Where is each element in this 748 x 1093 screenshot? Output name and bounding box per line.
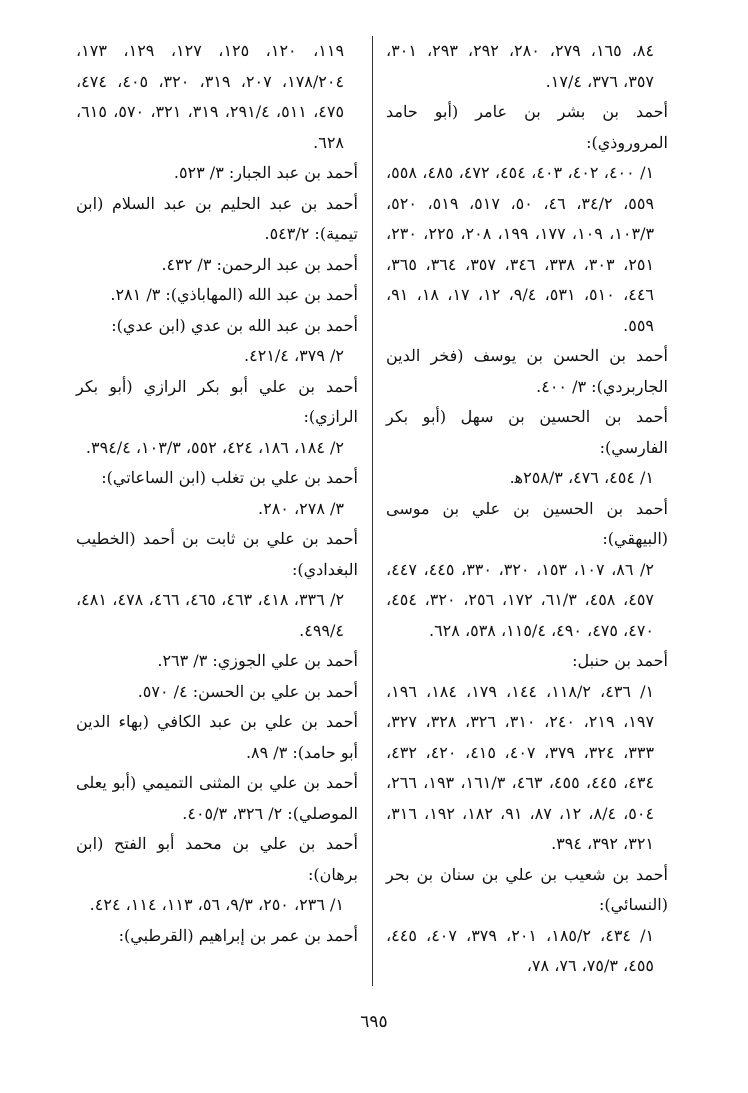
index-entry <box>386 36 668 97</box>
entry-page-refs: ١/ ٤٣٤، ١٨٥/٢، ٢٠١، ٣٧٩، ٤٠٧، ٤٤٥، ٤٥٥، ٧٥/٣، ٧٦، ٧٨، <box>386 925 655 975</box>
entry-name: أحمد بن علي بن المثنى التميمي (أبو يعلى الموصلي): ٢/ ٣٢٦، ٤٠٥/٣. <box>76 773 358 823</box>
entry-name: أحمد بن بشر بن عامر (أبو حامد المروروذي): <box>386 102 668 152</box>
column-divider <box>372 36 373 986</box>
index-entry <box>386 97 668 341</box>
index-entry <box>386 341 668 402</box>
index-entry <box>76 707 358 768</box>
entry-name: أحمد بن حنبل: <box>572 651 668 670</box>
index-entry <box>76 524 358 646</box>
index-entry <box>76 921 358 952</box>
entry-name: أحمد بن علي بن تغلب (ابن الساعاتي): <box>101 468 358 487</box>
entry-name: أحمد بن علي بن ثابت بن أحمد (الخطيب البغدادي): <box>76 529 358 579</box>
index-entry <box>386 494 668 647</box>
index-entry <box>76 829 358 921</box>
left-column <box>76 36 358 951</box>
index-entry <box>386 402 668 494</box>
index-entry <box>76 189 358 250</box>
entry-name: أحمد بن علي أبو بكر الرازي (أبو بكر الرازي): <box>76 376 358 426</box>
entry-name: أحمد بن علي الجوزي: ٣/ ٢٦٣. <box>157 651 358 670</box>
page-number: ٦٩٥ <box>360 1012 388 1032</box>
entry-name: أحمد بن عبد الله (المهاباذي): ٣/ ٢٨١. <box>110 285 358 304</box>
index-entry <box>76 158 358 189</box>
entry-name: أحمد بن علي بن الحسن: ٤/ ٥٧٠. <box>137 681 358 701</box>
entry-name: أحمد بن عبد الرحمن: ٣/ ٤٣٢. <box>161 254 358 274</box>
index-entry <box>76 311 358 372</box>
entry-page-refs: ١١٩، ١٢٠، ١٢٥، ١٢٧، ١٢٩، ١٧٣، ١٧٨/٢٠٤، ٢٠٧، ٣١٩، ٣٢٠، ٤٠٥، ٤٧٤، ٤٧٥، ٥١١، ٢٩١/٤، ٣١٩، ٣٢١، ٥٧٠، ٦١٥، ٦٢٨. <box>76 41 345 152</box>
entry-page-refs: ١/ ٢٣٦، ٢٥٠، ٩/٣، ٥٦، ١١٣، ١١٤، ٤٢٤. <box>89 895 344 914</box>
index-entry <box>76 463 358 524</box>
entry-name: أحمد بن عمر بن إبراهيم (القرطبي): <box>118 925 358 945</box>
entry-page-refs: ٨٤، ١٦٥، ٢٧٩، ٢٨٠، ٢٩٢، ٢٩٣، ٣٠١، ٣٥٧، ٣٧٦، ١٧/٤. <box>386 41 655 91</box>
entry-page-refs: ٢/ ٣٧٩، ٤٢١/٤. <box>244 346 344 365</box>
entry-page-refs: ٢/ ١٨٤، ١٨٦، ٤٢٤، ٥٥٢، ١٠٣/٣، ٣٩٤/٤. <box>85 437 344 457</box>
entry-name: أحمد بن عبد الجبار: ٣/ ٥٢٣. <box>173 163 358 182</box>
entry-name: أحمد بن الحسين بن سهل (أبو بكر الفارسي): <box>386 407 668 457</box>
right-column <box>386 36 668 982</box>
index-entry <box>76 36 358 158</box>
index-entry <box>76 372 358 464</box>
entry-name: أحمد بن علي بن عبد الكافي (بهاء الدين أبو حامد): ٣/ ٨٩. <box>76 712 358 762</box>
index-entry <box>386 646 668 860</box>
entry-name: أحمد بن الحسين بن علي بن موسى (البيهقي): <box>386 498 668 548</box>
entry-name: أحمد بن شعيب بن علي بن سنان بن بحر (النسائي): <box>386 864 668 914</box>
entry-page-refs: ٢/ ٨٦، ١٠٧، ١٥٣، ٣٢٠، ٣٣٠، ٤٤٥، ٤٤٧، ٤٥٧، ٤٥٨، ٦١/٣، ١٧٢، ٢٥٦، ٣٢٠، ٤٥٤، ٤٧٠، ٤٧٥، ٤٩٠، ١١٥/٤، ٥٣٨، ٦٢٨. <box>386 559 655 640</box>
index-entry <box>76 768 358 829</box>
entry-page-refs: ١/ ٤٠٠، ٤٠٢، ٤٠٣، ٤٥٤، ٤٧٢، ٤٨٥، ٥٥٨، ٥٥٩، ٣٤/٢، ٤٦، ٥٠، ٥١٧، ٥١٩، ٥٢٠، ١٠٣/٣، ١٠٩، ١٧٧، ١٩٩، ٢٠٨، ٢٢٥، ٢٣٠، ٢٥١، ٣٠٣، ٣٣٨، ٣٤٦، ٣٥٧، ٣٦٤، ٣٦٥، ٤٤٦، ٥١٠، ٥٣١، ٩/٤، ١٢، ١٧، ١٨، ٩١، ٥٥٩. <box>386 163 655 335</box>
entry-name: أحمد بن عبد الحليم بن عبد السلام (ابن تيمية): ٥٤٣/٢. <box>76 193 358 243</box>
entry-page-refs: ١/ ٤٣٦، ١١٨/٢، ١٤٤، ١٧٩، ١٨٤، ١٩٦، ١٩٧، ٢١٩، ٢٤٠، ٣١٠، ٣٢٦، ٣٢٨، ٣٢٧، ٣٣٣، ٣٢٤، ٣٧٩، ٤٠٧، ٤١٥، ٤٢٠، ٤٣٢، ٤٣٤، ٤٤٥، ٤٥٥، ٤٦٣، ١٦١/٣، ١٩٣، ٢٦٦، ٥٠٤، ٨/٤، ١٢، ٨٧، ٩١، ١٨٢، ١٩٢، ٣١٦، ٣٢١، ٣٩٢، ٣٩٤. <box>386 681 655 853</box>
entry-name: أحمد بن علي بن محمد أبو الفتح (ابن برهان): <box>76 834 358 884</box>
entry-page-refs: ١/ ٤٥٤، ٤٧٦، ٢٥٨/٣ﻫ. <box>509 468 654 487</box>
index-entry <box>76 646 358 677</box>
index-entry <box>76 280 358 311</box>
index-entry <box>76 250 358 281</box>
entry-name: أحمد بن الحسن بن يوسف (فخر الدين الجاربردي): ٣/ ٤٠٠. <box>386 346 668 396</box>
index-entry <box>386 860 668 982</box>
index-entry <box>76 677 358 708</box>
entry-page-refs: ٣/ ٢٧٨، ٢٨٠. <box>258 498 344 518</box>
entry-page-refs: ٢/ ٣٣٦، ٤١٨، ٤٦٣، ٤٦٥، ٤٦٦، ٤٧٨، ٤٨١، ٤٩٩/٤. <box>76 590 345 640</box>
entry-name: أحمد بن عبد الله بن عدي (ابن عدي): <box>111 315 358 335</box>
